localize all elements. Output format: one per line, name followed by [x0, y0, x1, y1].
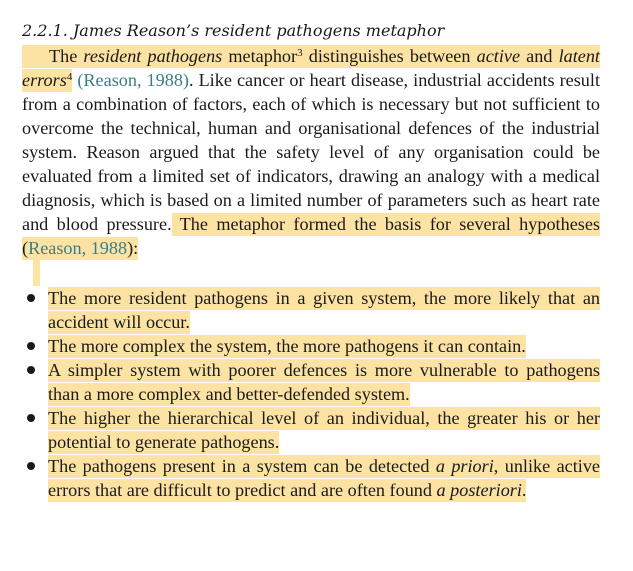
text-run: The pathogens present in a system can be detected: [48, 456, 436, 476]
bullet-text: [48, 455, 600, 502]
citation-link[interactable]: (Reason, 1988): [77, 70, 189, 90]
footnote-3[interactable]: 3: [297, 47, 303, 59]
hypotheses-list: [22, 286, 600, 502]
term-active: active: [476, 46, 521, 66]
term-resident-pathogens: resident pathogens: [83, 46, 223, 66]
bullet-icon: [27, 342, 35, 350]
bullet-icon: [27, 294, 35, 302]
text-run: ):: [127, 238, 139, 258]
highlight-gap: [22, 260, 600, 286]
list-item: [48, 406, 600, 454]
text-run: (: [22, 238, 29, 258]
term-a-priori: a priori: [435, 456, 494, 476]
list-item: [48, 286, 600, 334]
bullet-icon: [27, 366, 35, 374]
text-run: distinguishes between: [302, 46, 477, 66]
section-title: James Reason’s resident pathogens metaphor: [72, 21, 445, 40]
text-run: .: [521, 480, 527, 500]
list-item: [48, 334, 600, 358]
text-run: , unlike active errors that are difficult to predict and are often found: [48, 456, 600, 500]
body-paragraph: [22, 44, 600, 260]
list-item: [48, 454, 600, 502]
term-latent-errors: latent errors: [22, 46, 600, 90]
bullet-icon: [27, 414, 35, 422]
text-run: . Like cancer or heart disease, industrial accidents result from a combination of factors, each of which is necessary but not sufficient to overcome the technical, human and organisational defences of the industrial system. Reason argued that the safety level of any organisation could be evaluated from a limited set of indicators, drawing an analogy with a medical diagnosis, which is based on a limited number of parameters such as heart rate and blood pressure.: [22, 70, 600, 234]
bullet-text: The more resident pathogens in a given system, the more likely that an accident will occur.: [48, 288, 600, 332]
text-run: metaphor: [222, 46, 298, 66]
bullet-text: The higher the hierarchical level of an individual, the greater his or her potential to generate pathogens.: [48, 408, 600, 452]
bullet-text: The more complex the system, the more pathogens it can contain.: [48, 336, 526, 356]
text-run: The metaphor formed the basis for several hypotheses: [171, 214, 600, 234]
bullet-icon: [27, 462, 35, 470]
bullet-text: A simpler system with poorer defences is more vulnerable to pathogens than a more complex and better-defended system.: [48, 360, 600, 404]
text-run: and: [520, 46, 559, 66]
section-number: 2.2.1.: [22, 21, 68, 40]
citation-link[interactable]: Reason, 1988: [28, 238, 128, 258]
section-heading: [22, 20, 600, 42]
footnote-4[interactable]: 4: [66, 71, 73, 83]
text-run: The: [49, 46, 84, 66]
list-item: [48, 358, 600, 406]
document-page: [22, 20, 600, 502]
term-a-posteriori: a posteriori: [436, 480, 522, 500]
